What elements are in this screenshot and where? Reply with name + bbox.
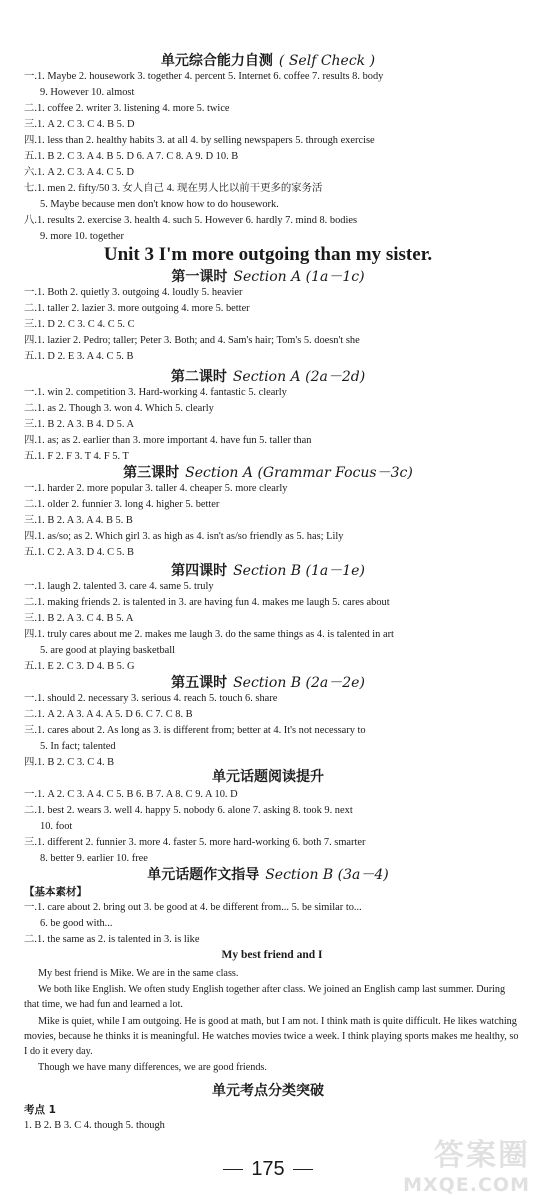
essay-paragraph: We both like English. We often study English together after class. We joined an English camp last summer. During that time, we had fun and learned a lot. <box>24 984 506 1010</box>
answer-line: 五.1. B 2. C 3. A 4. B 5. D 6. A 7. C 8. A 9. D 10. B <box>24 151 239 162</box>
answer-line: 二.1. making friends 2. is talented in 3. are having fun 4. makes me laugh 5. cares about <box>24 597 390 608</box>
lesson-3-title: 第三课时 <box>123 465 180 481</box>
answer-line: 三.1. different 2. funnier 3. more 4. faster 5. more hard-working 6. both 7. smarter <box>24 837 366 848</box>
answer-line: 四.1. truly cares about me 2. makes me laugh 3. do the same things as 4. is talented in art <box>24 629 394 640</box>
lesson-1-section: Section A (1a－1c) <box>233 269 365 285</box>
lesson-3-heading <box>0 462 536 482</box>
answer-line: 一.1. laugh 2. talented 3. care 4. same 5. truly <box>24 581 214 592</box>
answer-line: 二.1. best 2. wears 3. well 4. happy 5. nobody 6. alone 7. asking 8. took 9. next <box>24 805 353 816</box>
answer-line: 三.1. B 2. A 3. A 4. B 5. B <box>24 515 133 526</box>
answer-line: 一.1. A 2. C 3. A 4. C 5. B 6. B 7. A 8. C 9. A 10. D <box>24 789 238 800</box>
breakthrough-heading <box>0 1080 536 1100</box>
essay-paragraph: Mike is quiet, while I am outgoing. He is good at math, but I am not. I think math is quite difficult. He likes watching movies, because he thinks it is meaningful. He watches movies twice a week. I think playing sports makes me healthy, so I do it every day. <box>24 1016 519 1057</box>
unit-title: Unit 3 I'm more outgoing than my sister. <box>103 244 433 265</box>
lesson-3-section: Section A (Grammar Focus－3c) <box>185 465 413 481</box>
reading-title: 单元话题阅读提升 <box>212 769 324 785</box>
answer-line: 六.1. A 2. C 3. A 4. C 5. D <box>24 167 134 178</box>
answer-line: 5. Maybe because men don't know how to do housework. <box>40 199 279 210</box>
lesson-5-heading <box>0 672 536 692</box>
essay-title: My best friend and I <box>221 949 323 961</box>
answer-line: 一.1. harder 2. more popular 3. taller 4. cheaper 5. more clearly <box>24 483 288 494</box>
lesson-2-section: Section A (2a－2d) <box>232 369 366 385</box>
answer-line: 二.1. as 2. Though 3. won 4. Which 5. clearly <box>24 403 214 414</box>
writing-section: Section B (3a－4) <box>265 867 389 883</box>
answer-line: 1. B 2. B 3. C 4. though 5. though <box>24 1120 165 1131</box>
lesson-4-heading <box>0 560 536 580</box>
breakthrough-title: 单元考点分类突破 <box>212 1083 324 1099</box>
lesson-2-heading <box>0 366 536 386</box>
watermark-text: 答案圈 <box>434 1138 530 1173</box>
answer-line: 五.1. C 2. A 3. D 4. C 5. B <box>24 547 134 558</box>
answer-line: 二.1. older 2. funnier 3. long 4. higher 5. better <box>24 499 220 510</box>
answer-line: 五.1. E 2. C 3. D 4. B 5. G <box>24 661 135 672</box>
answer-line: 一.1. Maybe 2. housework 3. together 4. percent 5. Internet 6. coffee 7. results 8. body <box>24 71 384 82</box>
answer-line: 9. However 10. almost <box>40 87 135 98</box>
answer-line: 10. foot <box>40 821 73 832</box>
answer-line: 四.1. less than 2. healthy habits 3. at all 4. by selling newspapers 5. through exercise <box>24 135 375 146</box>
answer-line: 8. better 9. earlier 10. free <box>40 853 148 864</box>
page-number-dash <box>223 1169 243 1170</box>
watermark <box>403 1130 530 1196</box>
answer-line: 5. are good at playing basketball <box>40 645 176 656</box>
lesson-5-section: Section B (2a－2e) <box>233 675 365 691</box>
answer-line: 6. be good with... <box>40 918 113 929</box>
writing-title: 单元话题作文指导 <box>147 867 260 883</box>
lesson-1-heading <box>0 266 536 286</box>
answer-line: 三.1. B 2. A 3. C 4. B 5. A <box>24 613 134 624</box>
writing-heading <box>0 864 536 884</box>
answer-line: 四.1. B 2. C 3. C 4. B <box>24 757 115 768</box>
answer-line: 一.1. should 2. necessary 3. serious 4. reach 5. touch 6. share <box>24 693 278 704</box>
unit-review-title-en: ( Self Check ) <box>278 53 376 69</box>
answer-line: 9. more 10. together <box>40 231 124 242</box>
exam-point-label: 考点 1 <box>24 1104 56 1116</box>
answer-line: 五.1. D 2. E 3. A 4. C 5. B <box>24 351 134 362</box>
answer-line: 二.1. taller 2. lazier 3. more outgoing 4. more 5. better <box>24 303 250 314</box>
answer-line: 一.1. win 2. competition 3. Hard-working 4. fantastic 5. clearly <box>24 387 287 398</box>
answer-line: 四.1. as/so; as 2. Which girl 3. as high as 4. isn't as/so friendly as 5. has; Lily <box>24 531 344 542</box>
answer-line: 三.1. A 2. C 3. C 4. B 5. D <box>24 119 135 130</box>
lesson-1-title: 第一课时 <box>171 269 228 285</box>
lesson-4-section: Section B (1a－1e) <box>233 563 365 579</box>
essay-paragraph: My best friend is Mike. We are in the same class. <box>38 968 239 979</box>
lesson-2-title: 第二课时 <box>170 369 227 385</box>
answer-line: 三.1. B 2. A 3. B 4. D 5. A <box>24 419 134 430</box>
reading-heading <box>0 766 536 786</box>
answer-line: 三.1. cares about 2. As long as 3. is different from; better at 4. It's not necessary to <box>24 725 366 736</box>
answer-line: 五.1. F 2. F 3. T 4. F 5. T <box>24 451 129 462</box>
answer-line: 一.1. Both 2. quietly 3. outgoing 4. loudly 5. heavier <box>24 287 243 298</box>
answer-line: 三.1. D 2. C 3. C 4. C 5. C <box>24 319 135 330</box>
lesson-4-title: 第四课时 <box>171 563 228 579</box>
page-number-text: 175 <box>251 1158 285 1180</box>
answer-line: 八.1. results 2. exercise 3. health 4. such 5. However 6. hardly 7. mind 8. bodies <box>24 215 358 226</box>
essay-paragraph: Though we have many differences, we are good friends. <box>38 1062 267 1073</box>
watermark-url: MXQE.COM <box>403 1174 530 1196</box>
basic-material-label: 【基本素材】 <box>24 886 87 898</box>
lesson-5-title: 第五课时 <box>171 675 228 691</box>
answer-line: 四.1. lazier 2. Pedro; taller; Peter 3. Both; and 4. Sam's hair; Tom's 5. doesn't she <box>24 335 360 346</box>
answer-line: 四.1. as; as 2. earlier than 3. more important 4. have fun 5. taller than <box>24 435 312 446</box>
answer-line: 一.1. care about 2. bring out 3. be good at 4. be different from... 5. be similar to... <box>24 902 362 913</box>
answer-line: 二.1. A 2. A 3. A 4. A 5. D 6. C 7. C 8. B <box>24 709 193 720</box>
answer-line: 七.1. men 2. fifty/50 3. 女人自己 4. 现在男人比以前干更多的家务活 <box>24 183 323 194</box>
unit-review-title: 单元综合能力自测 <box>160 53 273 69</box>
answer-line: 二.1. the same as 2. is talented in 3. is like <box>24 934 200 945</box>
answer-line: 5. In fact; talented <box>40 741 116 752</box>
page-number-dash <box>293 1169 313 1170</box>
unit-review-heading <box>0 50 536 70</box>
answer-line: 二.1. coffee 2. writer 3. listening 4. more 5. twice <box>24 103 230 114</box>
